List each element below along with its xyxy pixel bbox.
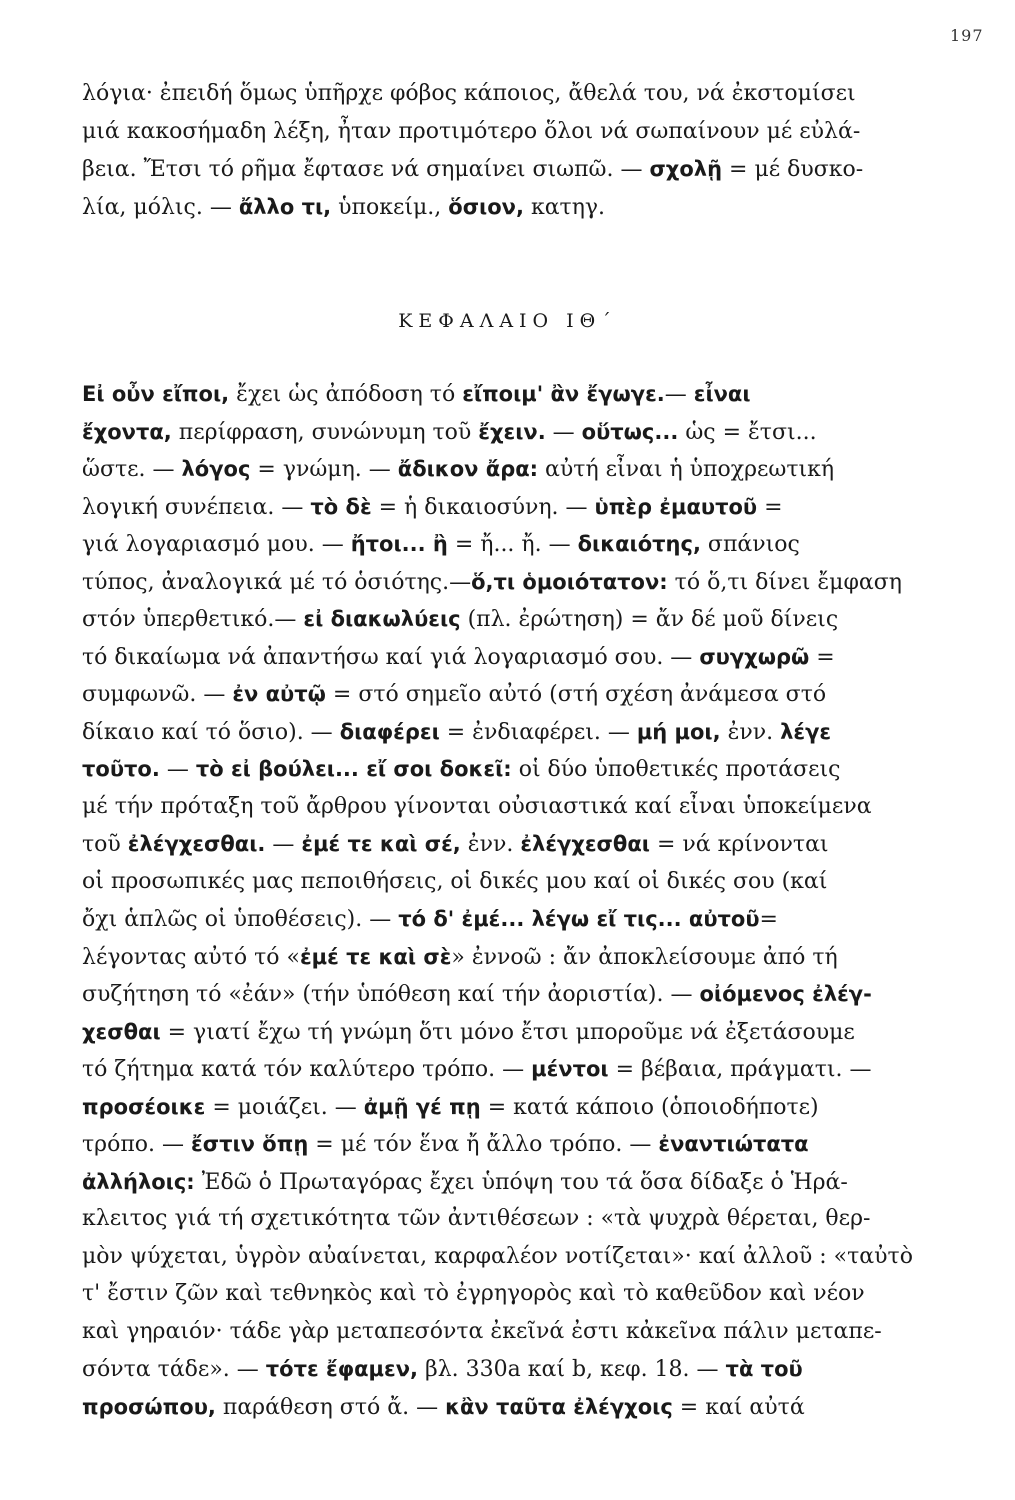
gloss-text: = xyxy=(757,494,783,520)
gloss-text: ἐνν. xyxy=(460,832,521,857)
text-line xyxy=(82,1205,932,1233)
gloss-text: μιά κακοσήμαδη λέξη, ἦταν προτιμότερο ὅλοι νά σωπαίνουν μέ εὐλά- xyxy=(82,118,861,144)
lemma-term: σχολῇ xyxy=(649,157,723,181)
gloss-text: λογική συνέπεια. — xyxy=(82,494,311,520)
gloss-text: οἱ δύο ὑποθετικές προτάσεις xyxy=(511,757,841,782)
lemma-term: δικαιότης, xyxy=(577,532,701,556)
gloss-text: στόν ὑπερθετικό.— xyxy=(82,607,304,632)
lemma-term: ἐν αὐτῷ xyxy=(232,682,326,706)
lemma-term: ἄλλο τι, xyxy=(238,194,332,219)
text-line xyxy=(82,830,932,859)
gloss-text: = μέ δυσκο- xyxy=(722,157,864,182)
text-line xyxy=(82,793,932,821)
gloss-text: μὸν ψύχεται, ὑγρὸν αὐαίνεται, καρφαλέον νοτίζεται»· καί ἀλλοῦ : «ταὐτὸ xyxy=(82,1243,913,1269)
gloss-text: — xyxy=(265,832,302,857)
lemma-term: ἄδικον ἄρα: xyxy=(397,457,539,481)
text-line xyxy=(82,193,932,222)
gloss-text: » ἐννοῶ : ἄν ἀποκλείσουμε ἀπό τή xyxy=(451,944,838,970)
gloss-text: τοῦ xyxy=(82,832,128,857)
lemma-term: τό δ' ἐμέ... λέγω εἴ τις... αὐτοῦ xyxy=(398,907,760,931)
gloss-text: καὶ γηραιόν· τάδε γὰρ μεταπεσόντα ἐκεῖνά ἐστι κἀκεῖνα πάλιν μεταπε- xyxy=(82,1318,882,1344)
text-line xyxy=(82,418,932,447)
gloss-text: — xyxy=(664,382,694,407)
gloss-text: κατηγ. xyxy=(523,194,606,220)
lemma-term: τότε ἔφαμεν, xyxy=(265,1357,418,1381)
gloss-text: ὑποκείμ., xyxy=(331,194,449,220)
lemma-term: ἐμέ τε καὶ σὲ xyxy=(299,944,452,969)
lemma-term: ὅ,τι ὁμοιότατον: xyxy=(471,569,668,594)
text-line xyxy=(82,1243,932,1271)
lemma-term: τὸ δὲ xyxy=(310,494,372,519)
text-line xyxy=(82,568,932,597)
gloss-text: δίκαιο καί τό ὅσιο). — xyxy=(82,719,340,745)
gloss-text: λέγοντας αὐτό τό « xyxy=(82,944,300,970)
gloss-text: = βέβαια, πράγματι. — xyxy=(608,1057,872,1082)
lemma-term: ἔχοντα, xyxy=(82,419,172,444)
lemma-term: προσώπου, xyxy=(82,1394,216,1419)
gloss-text: βλ. 330a καί b, κεφ. 18. — xyxy=(417,1357,726,1382)
lemma-term: μή μοι, xyxy=(636,719,721,744)
gloss-text: = νά κρίνονται xyxy=(649,832,829,857)
gloss-text: τό ζήτημα κατά τόν καλύτερο τρόπο. — xyxy=(82,1057,532,1082)
gloss-text: σόντα τάδε». — xyxy=(82,1357,266,1382)
lemma-term: Εἰ οὖν εἴποι, xyxy=(82,382,230,406)
text-line xyxy=(82,1393,932,1422)
text-line xyxy=(82,530,932,559)
gloss-text: παράθεση στό ἄ. — xyxy=(215,1394,446,1420)
text-line xyxy=(82,1093,932,1122)
gloss-text: = ἤ... ἤ. — xyxy=(447,532,578,557)
lemma-term: ὅσιον, xyxy=(448,194,524,219)
lemma-term: ἐλέγχεσθαι xyxy=(520,832,650,856)
gloss-text: = ἐνδιαφέρει. — xyxy=(439,719,637,745)
lemma-term: προσέοικε xyxy=(82,1094,206,1119)
gloss-text: = ἡ δικαιοσύνη. — xyxy=(371,494,595,520)
lemma-term: τοῦτο. xyxy=(82,757,160,781)
lemma-term: ἐναντιώτατα xyxy=(658,1132,809,1156)
lemma-term: διαφέρει xyxy=(339,719,440,744)
lemma-term: εἰ διακωλύεις xyxy=(303,607,461,631)
lemma-term: ἀλλήλοις: xyxy=(82,1169,195,1194)
text-line xyxy=(82,493,932,522)
text-line xyxy=(82,380,932,409)
gloss-text: ὄχι ἁπλῶς οἱ ὑποθέσεις). — xyxy=(82,907,399,932)
gloss-text: σπάνιος xyxy=(700,532,800,557)
gloss-text: = καί αὐτά xyxy=(672,1394,805,1420)
text-line xyxy=(82,868,932,896)
lemma-term: ἔχειν. xyxy=(478,419,546,444)
lemma-term: ἤτοι... ἢ xyxy=(350,532,448,556)
lemma-term: λέγε xyxy=(780,719,832,744)
text-line xyxy=(82,155,932,184)
chapter-heading: ΚΕΦΑΛΑΙΟ ΙΘ΄ xyxy=(398,310,617,332)
page-number: 197 xyxy=(950,26,984,45)
lemma-term: λόγος xyxy=(181,457,251,481)
text-line xyxy=(82,1318,932,1346)
gloss-text: λόγια· ἐπειδή ὅμως ὑπῆρχε φόβος κάποιος, ἄθελά του, νά ἐκστομίσει xyxy=(82,81,856,106)
gloss-text: ὡς = ἔτσι... xyxy=(678,419,817,445)
lemma-term: οὕτως... xyxy=(581,419,679,444)
lemma-term: οἰόμενος ἐλέγ- xyxy=(699,982,872,1006)
gloss-text: = στό σημεῖο αὐτό (στή σχέση ἀνάμεσα στό xyxy=(325,682,827,707)
gloss-text: = γνώμη. — xyxy=(250,457,398,482)
lemma-term: ἔστιν ὅπῃ xyxy=(191,1132,309,1156)
gloss-text: κλειτος γιά τή σχετικότητα τῶν ἀντιθέσεων : «τὰ ψυχρὰ θέρεται, θερ- xyxy=(82,1206,871,1231)
text-line xyxy=(82,980,932,1009)
gloss-text: γιά λογαριασμό μου. — xyxy=(82,532,351,557)
lemma-term: χεσθαι xyxy=(82,1019,161,1044)
gloss-text: = xyxy=(759,907,778,932)
text-line xyxy=(82,943,932,972)
gloss-text: τρόπο. — xyxy=(82,1132,192,1157)
text-line xyxy=(82,680,932,709)
text-line xyxy=(82,1130,932,1159)
gloss-text: τό ὅ,τι δίνει ἔμφαση xyxy=(667,569,902,595)
text-line xyxy=(82,455,932,484)
gloss-text: τό δικαίωμα νά ἀπαντήσω καί γιά λογαριασμό σου. — xyxy=(82,644,700,670)
lemma-term: τὰ τοῦ xyxy=(725,1357,803,1381)
lemma-term: τὸ εἰ βούλει... εἴ σοι δοκεῖ: xyxy=(195,757,512,781)
gloss-text: περίφραση, συνώνυμη τοῦ xyxy=(171,419,479,445)
gloss-text: συμφωνῶ. — xyxy=(82,682,233,707)
text-line xyxy=(82,643,932,672)
text-line xyxy=(82,80,932,108)
gloss-text: — xyxy=(159,757,196,782)
text-line xyxy=(82,1018,932,1047)
gloss-text: = κατά κάποιο (ὁποιοδήποτε) xyxy=(480,1094,819,1120)
gloss-text: = μοιάζει. — xyxy=(205,1094,364,1120)
text-line xyxy=(82,1168,932,1197)
text-line xyxy=(82,1355,932,1384)
gloss-text: — xyxy=(545,419,582,445)
gloss-text: = μέ τόν ἕνα ἤ ἄλλο τρόπο. — xyxy=(308,1132,659,1157)
lemma-term: μέντοι xyxy=(531,1057,609,1081)
gloss-text: = γιατί ἔχω τή γνώμη ὅτι μόνο ἔτσι μποροῦμε νά ἐξετάσουμε xyxy=(160,1019,855,1045)
gloss-text: = xyxy=(809,644,835,670)
text-line xyxy=(82,905,932,934)
gloss-text: (πλ. ἐρώτηση) = ἄν δέ μοῦ δίνεις xyxy=(460,607,839,632)
lemma-term: ἐμέ τε καὶ σέ, xyxy=(301,832,461,856)
gloss-text: βεια. Ἔτσι τό ρῆμα ἔφτασε νά σημαίνει σιωπῶ. — xyxy=(82,157,650,182)
text-line xyxy=(82,1055,932,1084)
gloss-text: ἐνν. xyxy=(720,719,781,745)
gloss-text: συζήτηση τό «ἐάν» (τήν ὑπόθεση καί τήν ἀοριστία). — xyxy=(82,982,700,1007)
gloss-text: οἱ προσωπικές μας πεποιθήσεις, οἱ δικές μου καί οἱ δικές σου (καί xyxy=(82,868,828,894)
gloss-text: τύπος, ἀναλογικά μέ τό ὁσιότης.— xyxy=(82,569,472,595)
lemma-term: εἴποιμ' ἂν ἔγωγε. xyxy=(462,382,665,406)
gloss-text: ἔχει ὡς ἀπόδοση τό xyxy=(229,382,463,407)
gloss-text: λία, μόλις. — xyxy=(82,194,239,220)
lemma-term: συγχωρῶ xyxy=(699,644,810,669)
gloss-text: αὐτή εἶναι ἡ ὑποχρεωτική xyxy=(538,457,835,482)
gloss-text: ὥστε. — xyxy=(82,457,182,482)
text-line xyxy=(82,718,932,747)
lemma-term: κἂν ταῦτα ἐλέγχοις xyxy=(445,1394,673,1419)
text-line xyxy=(82,1280,932,1308)
gloss-text: Ἐδῶ ὁ Πρωταγόρας ἔχει ὑπόψη του τά ὅσα δίδαξε ὁ Ἡρά- xyxy=(194,1169,848,1195)
gloss-text: μέ τήν πρόταξη τοῦ ἄρθρου γίνονται οὐσιαστικά καί εἶναι ὑποκείμενα xyxy=(82,793,872,819)
lemma-term: ἀμῇ γέ πῃ xyxy=(363,1094,481,1119)
lemma-term: ἐλέγχεσθαι. xyxy=(127,832,266,856)
lemma-term: ὑπὲρ ἐμαυτοῦ xyxy=(594,494,758,519)
gloss-text: τ' ἔστιν ζῶν καὶ τεθνηκὸς καὶ τὸ ἐγρηγορὸς καὶ τὸ καθεῦδον καὶ νέον xyxy=(82,1281,865,1306)
text-line xyxy=(82,118,932,146)
text-line xyxy=(82,605,932,634)
lemma-term: εἶναι xyxy=(693,382,751,406)
text-line xyxy=(82,755,932,784)
